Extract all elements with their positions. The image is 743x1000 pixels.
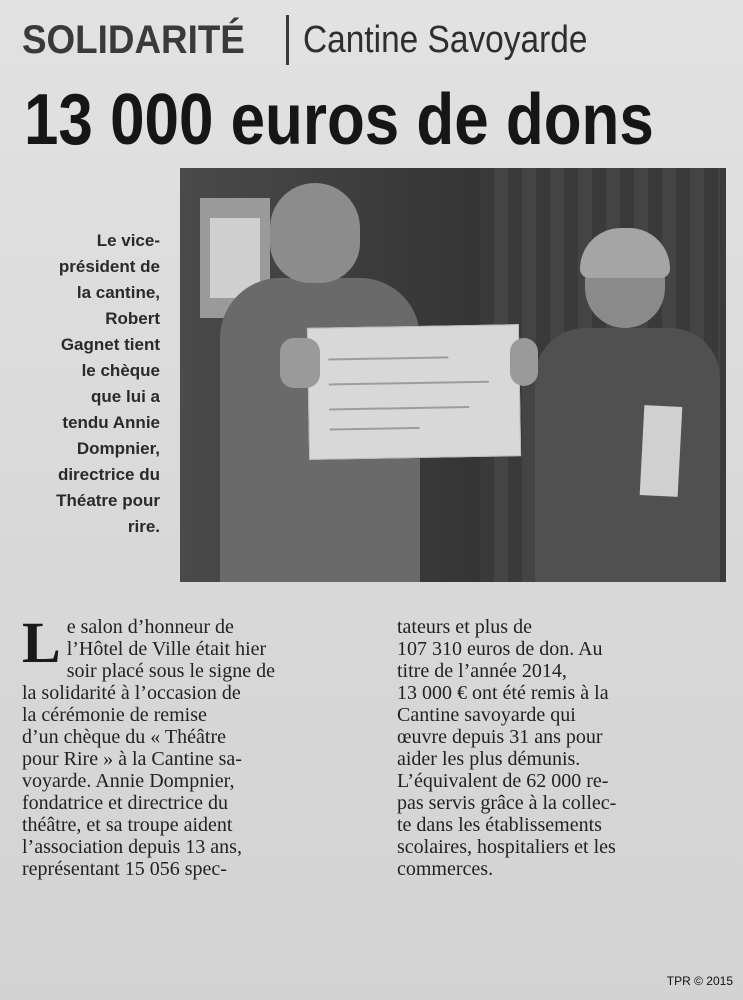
rubric-bar (22, 10, 722, 70)
text-line: tateurs et plus de (397, 616, 532, 638)
woman-figure (535, 328, 720, 582)
text-line: œuvre depuis 31 ans pour (397, 726, 603, 748)
text-line: L’équivalent de 62 000 re- (397, 770, 609, 792)
text-line: titre de l’année 2014, (397, 660, 567, 682)
text-line: l’association depuis 13 ans, (22, 836, 242, 858)
text-line: e salon d’honneur de (66, 616, 234, 638)
article-column-left (22, 610, 358, 880)
headline: 13 000 euros de dons (24, 80, 654, 160)
caption-line: Robert (105, 309, 160, 328)
text-line: la solidarité à l’occasion de (22, 682, 241, 704)
text-line: commerces. (397, 858, 494, 880)
article-column-right (397, 616, 725, 880)
text-line: Cantine savoyarde qui (397, 704, 576, 726)
text-line: la cérémonie de remise (22, 704, 207, 726)
cheque-line (329, 381, 489, 386)
text-line: l’Hôtel de Ville était hier (66, 638, 267, 660)
text-line: fondatrice et directrice du (22, 792, 228, 814)
caption-line: tendu Annie (62, 413, 160, 432)
cheque-line (329, 406, 469, 410)
man-head (270, 183, 360, 283)
text-line: d’un chèque du « Théâtre (22, 726, 226, 748)
envelope (640, 405, 683, 497)
text-line: représentant 15 056 spec- (22, 858, 227, 880)
caption-line: la cantine, (76, 283, 160, 302)
cheque-line (330, 427, 420, 431)
caption-line: Gagnet tient (60, 335, 160, 354)
article-photo (180, 168, 726, 582)
caption-line: Le vice- (96, 231, 160, 250)
text-line: aider les plus démunis. (397, 748, 581, 770)
caption-line: président de (58, 257, 160, 276)
text-line: pas servis grâce à la collec- (397, 792, 617, 814)
text-line: scolaires, hospitaliers et les (397, 836, 616, 858)
rubric-separator (286, 15, 289, 65)
photo-caption (40, 228, 160, 540)
drop-cap: L (22, 610, 61, 675)
caption-line: que lui a (91, 387, 160, 406)
text-line: soir placé sous le signe de (66, 660, 275, 682)
text-line: théâtre, et sa troupe aident (22, 814, 233, 836)
left-hand (280, 338, 320, 388)
text-line: 13 000 € ont été remis à la (397, 682, 609, 704)
right-hand (510, 338, 538, 386)
caption-line: le chèque (81, 361, 160, 380)
text-line: voyarde. Annie Dompnier, (22, 770, 235, 792)
rubric-tag: SOLIDARITÉ (22, 17, 245, 62)
caption-line: rire. (127, 517, 160, 536)
photo-credit: TPR © 2015 (666, 974, 733, 988)
cheque (307, 324, 521, 460)
caption-line: Dompnier, (76, 439, 160, 458)
rubric-topic: Cantine Savoyarde (303, 18, 588, 61)
caption-line: Théatre pour (56, 491, 160, 510)
text-line: pour Rire » à la Cantine sa- (22, 748, 242, 770)
caption-line: directrice du (57, 465, 160, 484)
text-line: 107 310 euros de don. Au (397, 638, 603, 660)
text-line: te dans les établissements (397, 814, 602, 836)
cheque-line (328, 356, 448, 360)
